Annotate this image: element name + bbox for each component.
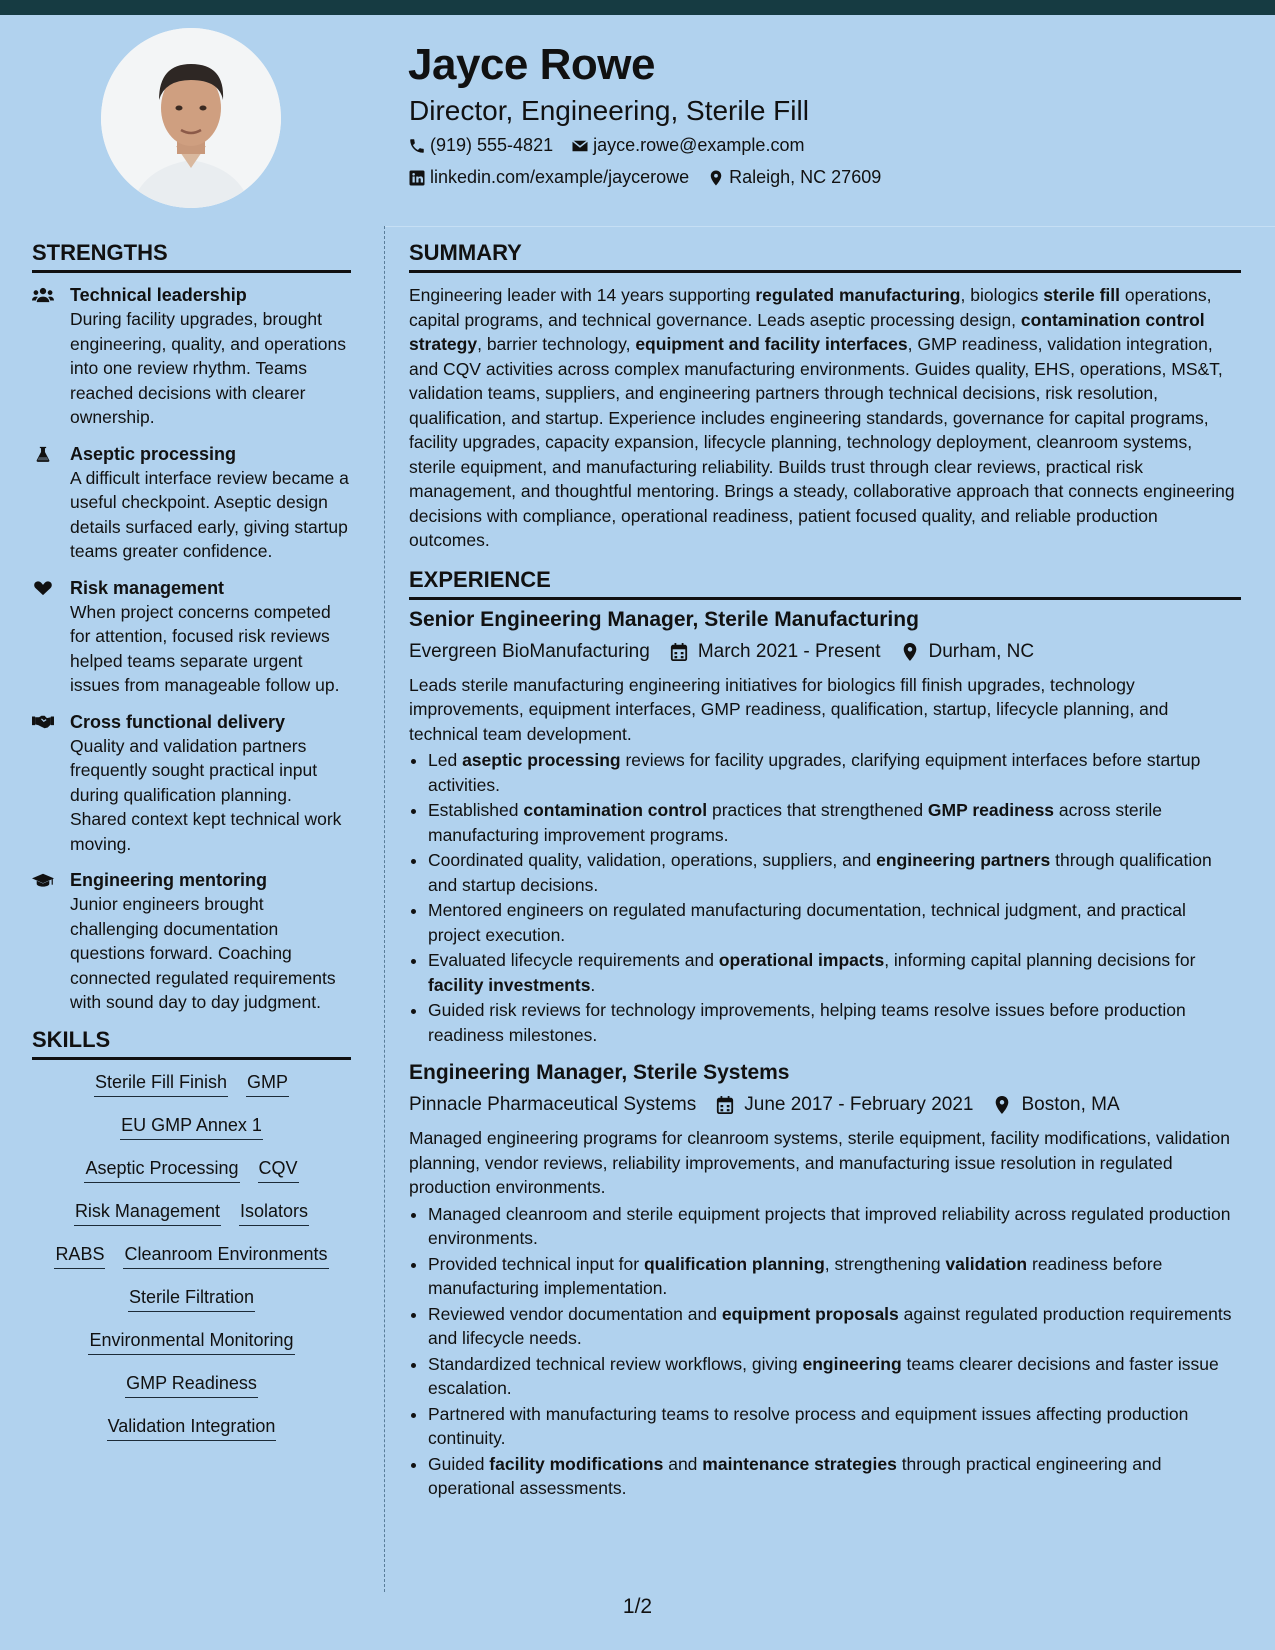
job-bullet: • Guided risk reviews for technology improvements, helping teams resolve issues before production readiness milestones. [428,998,1241,1047]
flask-icon [32,442,70,564]
candidate-title: Director, Engineering, Sterile Fill [409,95,809,126]
graduation-cap-icon [32,868,70,1015]
skill-tag: GMP Readiness [125,1371,258,1398]
strength-title: Cross functional delivery [70,711,286,732]
job-bullet: • Managed cleanroom and sterile equipment projects that improved reliability across regulated production environments. [428,1202,1241,1251]
linkedin-icon [408,169,426,187]
users-icon [32,283,70,430]
job-dates: March 2021 - Present [697,640,881,662]
page-number: 1/2 [622,1595,653,1618]
strength-description: During facility upgrades, brought engineering, quality, and operations into one review rhythm. Teams reached decisions with clearer ownership. [70,309,346,427]
job-bullet: • Provided technical input for qualification planning, strengthening validation readiness before manufacturing implementation. [428,1252,1241,1301]
skill-row [32,1285,351,1312]
profile-photo [101,28,281,208]
skill-row [32,1113,351,1140]
strength-item [32,710,351,857]
linkedin-contact[interactable] [408,167,689,188]
skill-tag: Cleanroom Environments [123,1242,328,1269]
strength-title: Engineering mentoring [70,870,268,890]
email-text: jayce.rowe@example.com [593,135,805,155]
skill-row [32,1070,351,1097]
strength-item [32,283,351,430]
job-bullet: • Reviewed vendor documentation and equipment proposals against regulated production requirements and lifecycle needs. [428,1302,1241,1351]
skill-tag: CQV [258,1156,299,1183]
job-bullet: • Coordinated quality, validation, operations, suppliers, and engineering partners through qualification and startup decisions. [428,848,1241,897]
job-title: Engineering Manager, Sterile Systems [409,1061,790,1084]
skill-tag: EU GMP Annex 1 [120,1113,263,1140]
job-bullets [409,748,1241,1047]
header-separator [384,226,1275,227]
skill-tag: Sterile Fill Finish [94,1070,228,1097]
linkedin-text: linkedin.com/example/jaycerowe [430,167,690,187]
job-bullet: • Evaluated lifecycle requirements and operational impacts, informing capital planning decisions for facility investments. [428,948,1241,997]
job-entry [409,606,1241,1048]
location-contact [707,167,881,188]
location-text: Raleigh, NC 27609 [729,167,882,187]
skill-tag: RABS [54,1242,105,1269]
skill-tag: Risk Management [74,1199,221,1226]
job-location: Boston, MA [1021,1094,1120,1115]
strengths-heading: STRENGTHS [32,240,351,273]
right-column [409,240,1241,1513]
job-dates: June 2017 - February 2021 [744,1094,974,1115]
job-bullet: • Partnered with manufacturing teams to resolve process and equipment issues affecting production continuity. [428,1402,1241,1451]
top-accent-bar [0,0,1275,15]
skill-tag: GMP [246,1070,289,1097]
strengths-list [32,283,351,1015]
email-contact[interactable] [571,135,804,156]
strength-title: Risk management [70,577,225,598]
skill-tag: Environmental Monitoring [88,1328,294,1355]
skill-row [32,1242,351,1269]
job-bullet: • Led aseptic processing reviews for facility upgrades, clarifying equipment interfaces before startup activities. [428,748,1241,797]
strength-item [32,576,351,698]
job-description: Managed engineering programs for cleanroom systems, sterile equipment, facility modifications, validation planning, vendor reviews, reliability improvements, and manufacturing issue resolution in regulated production environments. [409,1128,1230,1197]
phone-text: (919) 555-4821 [430,135,554,155]
job-meta [409,1092,1241,1118]
strength-description: A difficult interface review became a useful checkpoint. Aseptic design details surfaced early, giving startup teams greater confidence. [70,467,349,561]
experience-heading: EXPERIENCE [409,567,1241,600]
job-location: Durham, NC [928,640,1035,662]
skill-tag: Aseptic Processing [84,1156,239,1183]
skill-row [32,1328,351,1355]
map-pin-icon [707,169,725,187]
skill-row [32,1156,351,1183]
map-pin-icon [901,642,929,662]
company-name: Evergreen BioManufacturing [409,640,650,662]
job-meta [409,639,1241,665]
column-divider [384,226,385,1592]
strength-title: Technical leadership [70,285,247,305]
handshake-icon [32,710,70,857]
heart-icon [32,576,70,698]
calendar-icon [716,1095,744,1115]
skills-list [32,1070,351,1441]
left-column [32,240,351,1457]
phone-contact [408,135,553,156]
strength-item [32,868,351,1015]
job-title: Senior Engineering Manager, Sterile Manufacturing [409,607,919,631]
company-name: Pinnacle Pharmaceutical Systems [409,1094,697,1115]
summary-heading: SUMMARY [409,240,1241,273]
skill-row [32,1199,351,1226]
job-bullet: • Mentored engineers on regulated manufacturing documentation, technical judgment, and practical project execution. [428,898,1241,947]
map-pin-icon [993,1095,1021,1115]
contact-row-1 [408,135,822,156]
experience-list [409,606,1241,1501]
phone-icon [408,137,426,155]
strength-title: Aseptic processing [70,443,237,464]
skill-tag: Isolators [239,1199,309,1226]
skills-heading: SKILLS [32,1027,351,1060]
job-bullet: • Standardized technical review workflows, giving engineering teams clearer decisions and faster issue escalation. [428,1352,1241,1401]
skill-row [32,1414,351,1441]
job-bullets [409,1202,1241,1501]
job-bullet: • Established contamination control practices that strengthened GMP readiness across sterile manufacturing improvement programs. [428,798,1241,847]
skill-tag: Sterile Filtration [128,1285,255,1312]
skill-row [32,1371,351,1398]
strength-description: Junior engineers brought challenging documentation questions forward. Coaching connected regulated requirements with sound day to day judgment. [70,894,336,1012]
strength-item [32,442,351,564]
envelope-icon [571,137,589,155]
job-entry [409,1059,1241,1501]
job-description: Leads sterile manufacturing engineering initiatives for biologics fill finish upgrades, technology improvements, equipment interfaces, GMP readiness, qualification, startup, lifecycle planning, and technical team development. [409,674,1169,744]
strength-description: When project concerns competed for attention, focused risk reviews helped teams separate urgent issues from manageable follow up. [70,601,340,695]
job-bullet: • Guided facility modifications and maintenance strategies through practical engineering and operational assessments. [428,1452,1241,1501]
contact-row-2 [408,167,899,188]
skill-tag: Validation Integration [107,1414,277,1441]
calendar-icon [670,642,698,662]
strength-description: Quality and validation partners frequently sought practical input during qualification planning. Shared context kept technical work moving. [70,735,342,854]
summary-text: Engineering leader with 14 years supporting regulated manufacturing, biologics sterile fill operations, capital programs, and technical governance. Leads aseptic processing design, contamination control strategy, barrier technology, equipment and facility interfaces, GMP readiness, validation integration, and CQV activities across complex manufacturing environments. Guides quality, EHS, operations, MS&T, validation teams, suppliers, and engineering partners through technical decisions, risk resolution, qualification, and startup. Experience includes engineering standards, governance for capital programs, facility upgrades, capacity expansion, lifecycle planning, technology deployment, cleanroom systems, sterile equipment, and manufacturing reliability. Builds trust through clear reviews, practical risk management, and thoughtful mentoring. Brings a steady, collaborative approach that connects engineering decisions with compliance, operational readiness, patient focused quality, and reliable production outcomes. [409,285,1235,550]
candidate-name: Jayce Rowe [408,40,655,89]
